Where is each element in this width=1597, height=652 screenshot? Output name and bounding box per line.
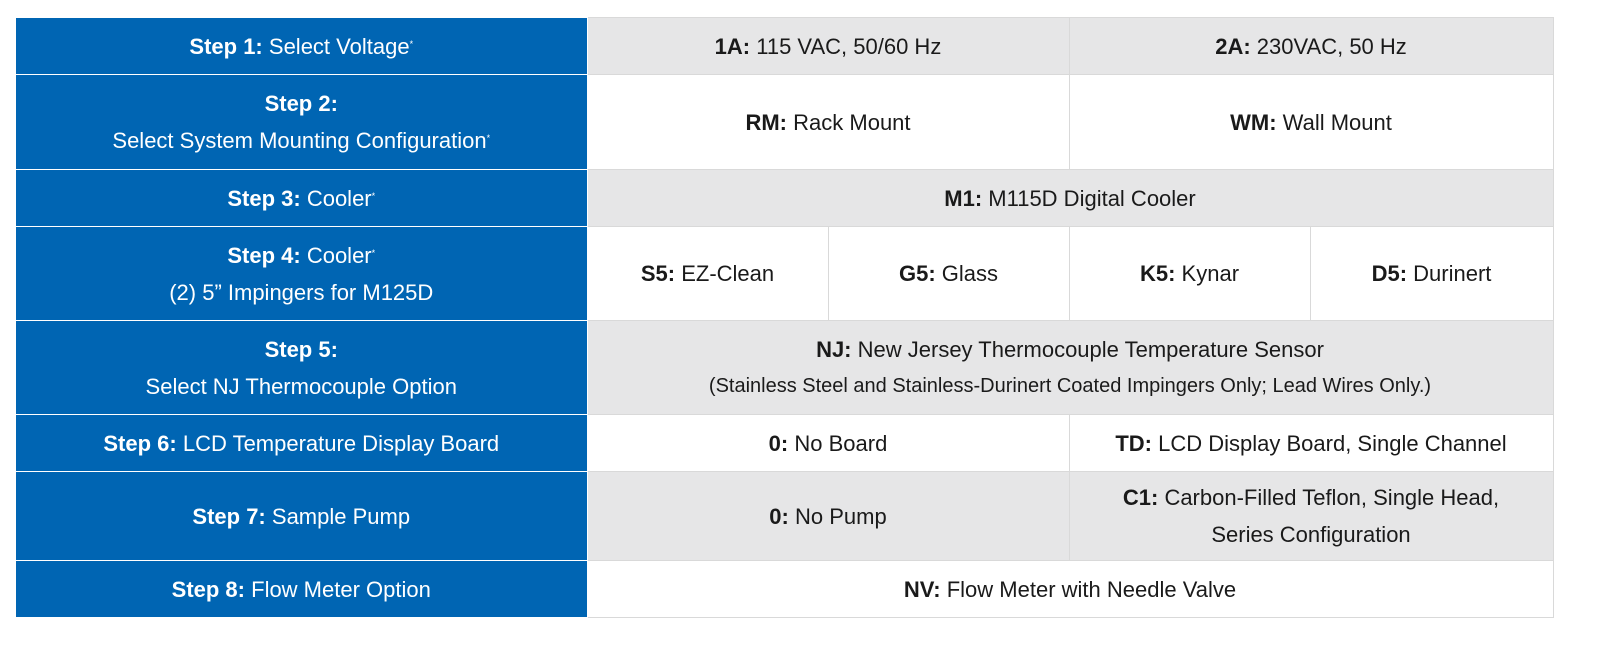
option-text: LCD Display Board, Single Channel [1158, 430, 1507, 456]
option-code: D5: [1371, 261, 1408, 286]
table-row-step-2 [16, 75, 1553, 170]
step-7-text: Sample Pump [271, 503, 411, 529]
step-8-text: Flow Meter Option [251, 576, 431, 602]
option-c1-cell [1069, 472, 1553, 561]
step-6-text: LCD Temperature Display Board [182, 430, 500, 456]
option-code: WM: [1230, 109, 1277, 135]
option-code: 0: [768, 430, 789, 456]
option-text: 230VAC, 50 Hz [1256, 33, 1407, 59]
option-nv-cell [587, 561, 1553, 618]
option-2a-cell [1069, 18, 1553, 75]
option-text: No Board [794, 430, 888, 456]
step-3-label: Step 3: [227, 185, 301, 211]
table-row-step-7 [16, 472, 1553, 561]
step-7-label: Step 7: [192, 503, 266, 529]
option-code: 2A: [1215, 33, 1251, 59]
step-5-label: Step 5: [264, 336, 338, 362]
table-row-step-1 [16, 18, 1553, 75]
option-no-board-cell [587, 415, 1069, 472]
step-2-label-cell [16, 75, 587, 170]
table-row-step-4 [16, 227, 1553, 321]
option-code: 1A: [714, 33, 751, 59]
step-4-label-cell [16, 227, 587, 321]
step-3-asterisk: * [371, 190, 376, 201]
step-6-label: Step 6: [103, 430, 177, 456]
option-k5-cell [1069, 227, 1310, 321]
option-text: Glass [941, 261, 999, 286]
configuration-table [16, 17, 1554, 618]
step-6-label-cell [16, 415, 587, 472]
step-2-text: Select System Mounting Configuration [112, 128, 487, 153]
option-text: Flow Meter with Needle Valve [946, 576, 1237, 602]
option-1a-cell [587, 18, 1069, 75]
option-text: EZ-Clean [681, 261, 775, 286]
option-m1-cell [587, 170, 1553, 227]
step-7-label-cell [16, 472, 587, 561]
step-5-text: Select NJ Thermocouple Option [145, 373, 457, 399]
step-3-text: Cooler [306, 185, 372, 211]
option-td-cell [1069, 415, 1553, 472]
option-d5-cell [1310, 227, 1553, 321]
step-4-asterisk: * [371, 247, 376, 258]
option-code: G5: [898, 261, 936, 286]
step-2-asterisk: * [486, 133, 491, 143]
option-text: Durinert [1413, 261, 1492, 286]
option-code: M1: [944, 185, 983, 211]
step-8-label: Step 8: [171, 576, 245, 602]
option-text: M115D Digital Cooler [988, 185, 1196, 211]
option-code: C1: [1122, 485, 1159, 510]
step-5-label-cell [16, 321, 587, 415]
option-code: RM: [745, 109, 788, 135]
step-8-label-cell [16, 561, 587, 618]
option-text: New Jersey Thermocouple Temperature Sensor [857, 336, 1324, 362]
step-1-text: Select Voltage [268, 33, 410, 59]
option-text-line2: Series Configuration [1211, 522, 1411, 547]
option-wm-cell [1069, 75, 1553, 170]
step-1-label-cell [16, 18, 587, 75]
step-3-label-cell [16, 170, 587, 227]
option-code: S5: [640, 261, 676, 286]
option-no-pump-cell [587, 472, 1069, 561]
table-row-step-5 [16, 321, 1553, 415]
step-4-subtext: (2) 5” Impingers for M125D [169, 279, 434, 305]
option-text: No Pump [794, 503, 887, 529]
table-row-step-8 [16, 561, 1553, 618]
option-text: Carbon-Filled Teflon, Single Head, [1164, 485, 1500, 510]
step-4-label: Step 4: [227, 242, 301, 268]
step-1-asterisk: * [409, 38, 414, 49]
option-s5-cell [587, 227, 828, 321]
step-4-text: Cooler [306, 242, 372, 268]
step-2-label: Step 2: [264, 91, 338, 116]
option-code: TD: [1115, 430, 1152, 456]
option-code: NV: [903, 576, 941, 602]
option-text: Rack Mount [793, 109, 911, 135]
option-text: Kynar [1181, 261, 1240, 286]
option-rm-cell [587, 75, 1069, 170]
option-g5-cell [828, 227, 1069, 321]
table-row-step-6 [16, 415, 1553, 472]
option-code: K5: [1139, 261, 1176, 286]
option-code: NJ: [816, 336, 852, 362]
option-text: 115 VAC, 50/60 Hz [756, 33, 942, 59]
step-1-label: Step 1: [189, 33, 263, 59]
table-row-step-3 [16, 170, 1553, 227]
option-note: (Stainless Steel and Stainless-Durinert Coated Impingers Only; Lead Wires Only.) [708, 374, 1432, 397]
option-code: 0: [769, 503, 789, 529]
option-text: Wall Mount [1282, 109, 1392, 135]
option-nj-cell [587, 321, 1553, 415]
